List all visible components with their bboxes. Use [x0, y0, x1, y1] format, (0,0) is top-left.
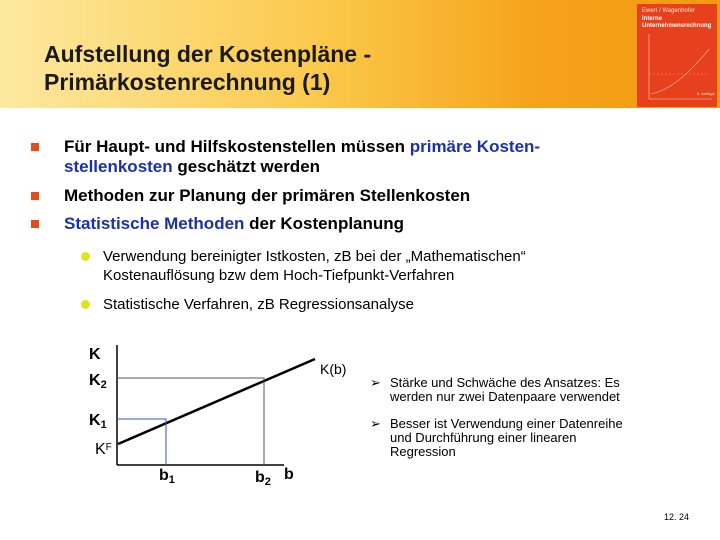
x-axis-label: b — [284, 466, 294, 483]
sub-bullet-text: Statistische Verfahren, zB Regressionsanalyse — [103, 296, 414, 313]
bullet-text: Für Haupt- und Hilfskostenstellen müssen — [64, 137, 410, 156]
note-text: und Durchführung einer linearen — [390, 430, 577, 445]
bullet-highlight: Statistische Methoden — [64, 214, 245, 233]
bullet-highlight: stellenkosten — [64, 157, 173, 176]
book-side-label: 5. Auflage — [697, 91, 715, 96]
kf-label: $K^F$ — [95, 441, 112, 458]
note-item — [370, 376, 690, 404]
cost-function-line — [118, 359, 315, 444]
book-author: Ewert / Wagenhofer — [642, 8, 695, 14]
b2-label: $b_2$ — [255, 469, 271, 488]
book-title-2: Unternehmensrechnung — [642, 23, 712, 29]
sub-bullet-text: Kostenauflösung bzw dem Hoch-Tiefpunkt-Verfahren — [103, 267, 455, 284]
arrow-bullet-icon: ➢ — [370, 375, 381, 390]
b1-label: $b_1$ — [159, 467, 175, 486]
bullet-text: geschätzt werden — [172, 157, 321, 176]
book-title-1: Interne — [642, 16, 663, 22]
note-item — [370, 417, 690, 459]
sub-bullet-text: Verwendung bereinigter Istkosten, zB bei der „Mathematischen“ — [103, 248, 526, 265]
arrow-bullet-icon: ➢ — [370, 416, 381, 431]
bullet-highlight: primäre Kosten- — [409, 137, 541, 156]
page-number: 12. 24 — [664, 512, 690, 522]
title-line-1: Aufstellung der Kostenpläne - — [44, 41, 372, 67]
note-text: Stärke und Schwäche des Ansatzes: Es — [390, 375, 620, 390]
note-text: Regression — [390, 444, 456, 459]
bullet-text: Methoden zur Planung der primären Stellenkosten — [64, 186, 471, 205]
note-text: werden nur zwei Datenpaare verwendet — [390, 389, 620, 404]
k2-label: $K_2$ — [89, 372, 107, 391]
k1-label: $K_1$ — [89, 412, 107, 431]
title-line-2: Primärkostenrechnung (1) — [44, 69, 331, 95]
y-axis-label: K — [89, 346, 101, 363]
cost-function-label: K(b) — [320, 361, 347, 377]
bullet-text: der Kostenplanung — [244, 214, 405, 233]
note-text: Besser ist Verwendung einer Datenreihe — [390, 416, 623, 431]
